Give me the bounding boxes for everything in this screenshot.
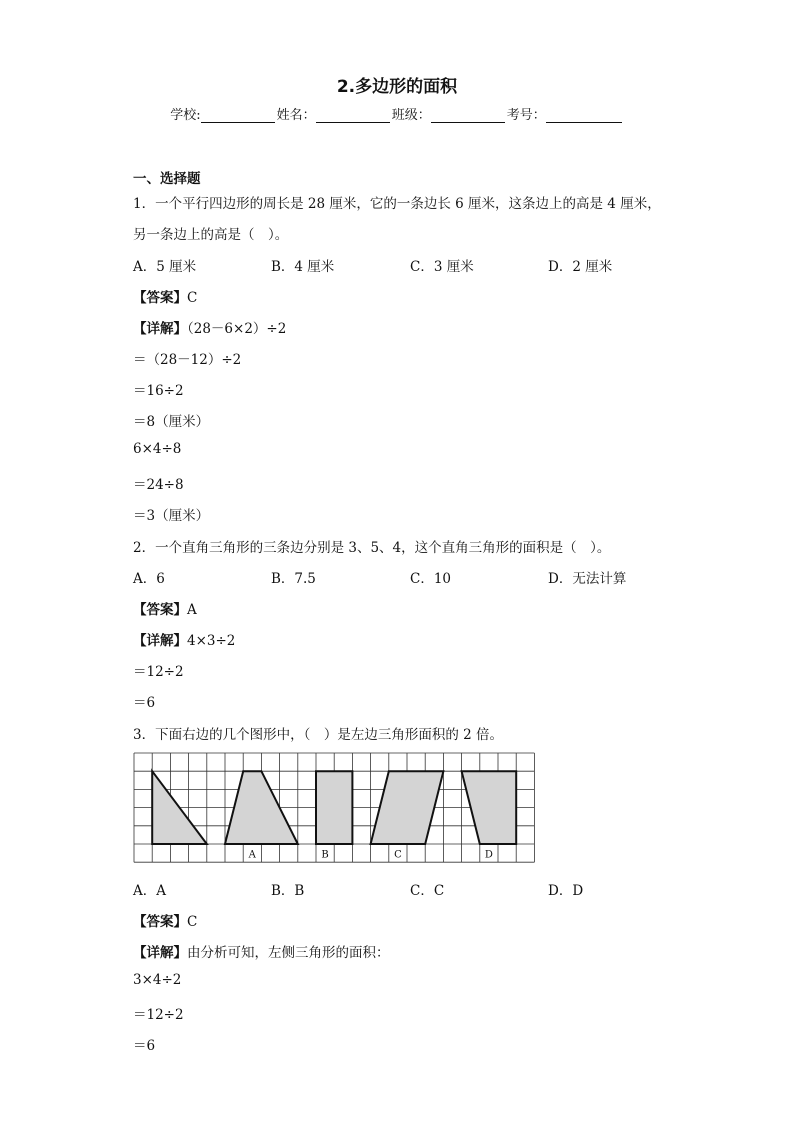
q3-option-b[interactable]: B．B: [271, 883, 305, 899]
school-field[interactable]: [201, 108, 275, 123]
school-label: 学校:: [170, 108, 201, 123]
q3-stem: 3．下面右边的几个图形中，（ ）是左边三角形面积的 2 倍。: [133, 727, 504, 743]
q2-option-d[interactable]: D．无法计算: [548, 571, 627, 587]
q1-detail-line: [133, 317, 286, 337]
class-field[interactable]: [431, 108, 505, 123]
detail-text: 4×3÷2: [187, 633, 236, 649]
answer-value: C: [187, 290, 198, 306]
shape-b-rectangle: [316, 771, 352, 844]
detail-label: 【详解】: [133, 633, 187, 649]
q2-option-a[interactable]: A．6: [133, 571, 165, 587]
shape-d-trapezoid: [462, 771, 517, 844]
detail-label: 【详解】: [133, 945, 187, 961]
q1-stem-line1: 1．一个平行四边形的周长是 28 厘米，它的一条边长 6 厘米，这条边上的高是 4 厘米，: [133, 196, 661, 212]
student-info-line: [0, 104, 794, 123]
q1-option-d[interactable]: D．2 厘米: [548, 259, 613, 275]
page-title: 2.多边形的面积: [336, 77, 458, 97]
q3-detail-line: [133, 941, 390, 961]
answer-label: 【答案】: [133, 290, 187, 306]
figure-label-c: C: [394, 849, 402, 861]
q3-option-d[interactable]: D．D: [548, 883, 584, 899]
q3-option-a[interactable]: A．A: [133, 883, 166, 899]
detail-text: （28－6×2）÷2: [187, 321, 287, 337]
class-label: 班级：: [391, 108, 431, 123]
q1-detail-line: ＝16÷2: [133, 383, 184, 399]
answer-label: 【答案】: [133, 602, 187, 618]
q1-option-b[interactable]: B．4 厘米: [271, 259, 335, 275]
q3-detail-line: ＝6: [133, 1038, 156, 1054]
q1-stem-line2: 另一条边上的高是（ ）。: [133, 227, 289, 243]
q1-detail-line: ＝3（厘米）: [133, 508, 210, 524]
q1-option-a[interactable]: A．5 厘米: [133, 259, 197, 275]
answer-value: C: [187, 914, 198, 930]
q1-detail-line: ＝24÷8: [133, 477, 184, 493]
q3-answer: [133, 910, 197, 930]
q2-option-c[interactable]: C．10: [410, 571, 452, 587]
section-heading: 一、选择题: [133, 171, 201, 187]
q2-detail-line: ＝12÷2: [133, 664, 184, 680]
q2-stem: 2．一个直角三角形的三条边分别是 3、5、4，这个直角三角形的面积是（ ）。: [133, 540, 611, 556]
q3-detail-line: ＝12÷2: [133, 1007, 184, 1023]
q1-option-c[interactable]: C．3 厘米: [410, 259, 474, 275]
detail-label: 【详解】: [133, 321, 187, 337]
number-field[interactable]: [546, 108, 622, 123]
q2-answer: [133, 598, 197, 618]
q1-answer: [133, 286, 197, 306]
q3-detail-line: 3×4÷2: [133, 972, 182, 988]
answer-value: A: [187, 602, 197, 618]
shape-c-parallelogram: [371, 771, 444, 844]
q2-detail-line: [133, 629, 235, 649]
q2-option-b[interactable]: B．7.5: [271, 571, 316, 587]
detail-text: 由分析可知，左侧三角形的面积：: [187, 945, 390, 961]
answer-label: 【答案】: [133, 914, 187, 930]
number-label: 考号：: [506, 108, 546, 123]
figure-label-b: B: [321, 849, 329, 861]
q3-option-c[interactable]: C．C: [410, 883, 445, 899]
q1-detail-line: 6×4÷8: [133, 441, 182, 457]
q1-detail-line: ＝8（厘米）: [133, 414, 210, 430]
q2-detail-line: ＝6: [133, 695, 156, 711]
figure-label-d: D: [484, 849, 493, 861]
name-field[interactable]: [316, 108, 390, 123]
name-label: 姓名：: [276, 108, 316, 123]
q1-detail-line: ＝（28－12）÷2: [133, 352, 242, 368]
q3-grid-figure: [133, 752, 543, 864]
figure-label-a: A: [248, 849, 256, 861]
